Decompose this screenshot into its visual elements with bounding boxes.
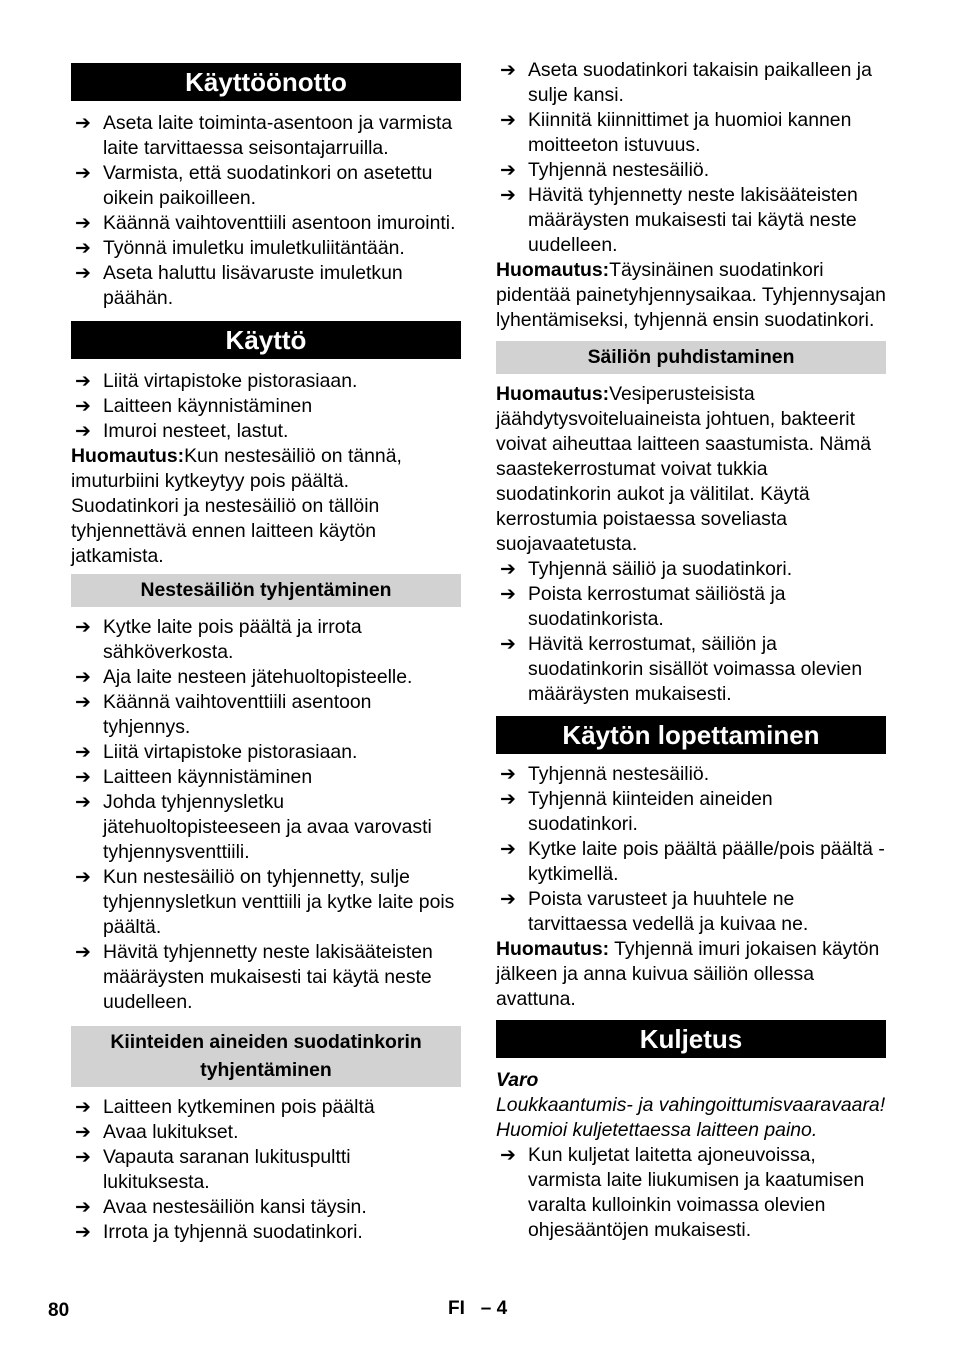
arrow-right-icon: ➔: [75, 742, 91, 763]
list-item-text: Tyhjennä nestesäiliö.: [528, 763, 710, 785]
list-item-text: Työnnä imuletku imuletkuliitäntään.: [103, 237, 405, 259]
arrow-right-icon: ➔: [75, 1147, 91, 1168]
list-item-text: Aseta laite toiminta-asentoon ja varmista laite tarvittaessa seisontajarruilla.: [103, 112, 453, 159]
list-item: [71, 261, 461, 311]
heading-kaytto: Käyttö: [71, 321, 461, 359]
arrow-right-icon: ➔: [75, 692, 91, 713]
list-item: [71, 615, 461, 665]
list-item-text: Laitteen käynnistäminen: [103, 766, 313, 788]
note-lopettaminen: [496, 937, 886, 1012]
note-label: Huomautus:: [496, 383, 610, 405]
list-item-text: Kiinnitä kiinnittimet ja huomioi kannen moitteeton istuvuus.: [528, 109, 852, 156]
list-item-text: Käännä vaihtoventtiili asentoon imurointi.: [103, 212, 456, 234]
note-text: Kun nestesäiliö on tännä, imuturbiini kytkeytyy pois päältä. Suodatinkori ja nestesäiliö on tällöin tyhjennettävä ennen laitteen käytön jatkamista.: [71, 445, 402, 567]
list-lopettaminen: [496, 762, 886, 937]
note-sailion: [496, 382, 886, 557]
left-column: [71, 63, 461, 1245]
right-column: [496, 59, 886, 1243]
list-item: [71, 1220, 461, 1245]
arrow-right-icon: ➔: [75, 767, 91, 788]
list-item: [71, 161, 461, 211]
arrow-right-icon: ➔: [75, 667, 91, 688]
list-sailion: [496, 557, 886, 707]
list-item-text: Liitä virtapistoke pistorasiaan.: [103, 741, 358, 763]
arrow-right-icon: ➔: [75, 1122, 91, 1143]
list-item: [71, 790, 461, 865]
note-kaytto: [71, 444, 461, 569]
list-item-text: Tyhjennä kiinteiden aineiden suodatinkori.: [528, 788, 773, 835]
note-label: Huomautus:: [496, 259, 610, 281]
list-item-text: Tyhjennä säiliö ja suodatinkori.: [528, 558, 793, 580]
list-item: [71, 690, 461, 740]
arrow-right-icon: ➔: [75, 1097, 91, 1118]
list-item: [496, 787, 886, 837]
list-item: [71, 665, 461, 690]
arrow-right-icon: ➔: [75, 1222, 91, 1243]
list-item-text: Avaa nestesäiliön kansi täysin.: [103, 1196, 367, 1218]
list-item: [71, 940, 461, 1015]
heading-nestesailio: Nestesäiliön tyhjentäminen: [71, 574, 461, 607]
arrow-right-icon: ➔: [75, 617, 91, 638]
list-item-text: Poista varusteet ja huuhtele ne tarvittaessa vedellä ja kuivaa ne.: [528, 888, 809, 935]
arrow-right-icon: ➔: [75, 371, 91, 392]
arrow-right-icon: ➔: [500, 634, 516, 655]
list-item-text: Kun kuljetat laitetta ajoneuvoissa, varmista laite liukumisen ja kaatumisen varalta kulloinkin voimassa olevien ohjesääntöjen mukaisesti.: [528, 1144, 865, 1241]
list-item: [496, 183, 886, 258]
heading-kiinteiden: Kiinteiden aineiden suodatinkorin tyhjentäminen: [71, 1026, 461, 1087]
heading-sailion: Säiliön puhdistaminen: [496, 341, 886, 374]
arrow-right-icon: ➔: [500, 789, 516, 810]
list-item-text: Hävitä tyhjennetty neste lakisääteisten määräysten mukaisesti tai käytä neste uudelleen.: [103, 941, 433, 1013]
arrow-right-icon: ➔: [75, 1197, 91, 1218]
page-number: 80: [48, 1300, 70, 1321]
list-item: [496, 1143, 886, 1243]
note-label: Huomautus:: [71, 445, 185, 467]
list-item: [71, 419, 461, 444]
list-item: [496, 58, 886, 108]
list-item: [71, 1195, 461, 1220]
list-item-text: Laitteen kytkeminen pois päältä: [103, 1096, 375, 1118]
list-nestesailio: [71, 615, 461, 1015]
arrow-right-icon: ➔: [500, 559, 516, 580]
note-label: Huomautus:: [496, 938, 610, 960]
note-continued: [496, 258, 886, 333]
list-kayttoonotto: [71, 111, 461, 311]
arrow-right-icon: ➔: [75, 113, 91, 134]
list-item-text: Aja laite nesteen jätehuoltopisteelle.: [103, 666, 413, 688]
arrow-right-icon: ➔: [75, 238, 91, 259]
list-item-text: Imuroi nesteet, lastut.: [103, 420, 289, 442]
arrow-right-icon: ➔: [500, 1145, 516, 1166]
list-item-text: Tyhjennä nestesäiliö.: [528, 159, 710, 181]
list-item: [71, 111, 461, 161]
list-item: [71, 236, 461, 261]
arrow-right-icon: ➔: [75, 213, 91, 234]
list-kiinteiden: [71, 1095, 461, 1245]
list-item: [496, 158, 886, 183]
arrow-right-icon: ➔: [500, 160, 516, 181]
list-item: [496, 762, 886, 787]
list-item: [71, 1120, 461, 1145]
list-item-text: Kytke laite pois päältä päälle/pois päältä -kytkimellä.: [528, 838, 885, 885]
list-item: [71, 1145, 461, 1195]
list-item-text: Irrota ja tyhjennä suodatinkori.: [103, 1221, 363, 1243]
list-item-text: Aseta suodatinkori takaisin paikalleen ja sulje kansi.: [528, 59, 872, 106]
arrow-right-icon: ➔: [500, 110, 516, 131]
list-item: [71, 1095, 461, 1120]
arrow-right-icon: ➔: [75, 263, 91, 284]
arrow-right-icon: ➔: [500, 584, 516, 605]
note-text: Vesiperusteisista jäähdytysvoiteluaineista johtuen, bakteerit voivat aiheuttaa laitteen saastumista. Nämä saastekerrostumat voivat tukkia suodatinkorin aukot ja välitilat. Käytä kerrostumia poistaessa soveliasta suojavaatetusta.: [496, 383, 872, 555]
list-item: [496, 108, 886, 158]
note-text: Tyhjennä imuri jokaisen käytön jälkeen ja anna kuivua säiliön ollessa avattuna.: [496, 938, 880, 1010]
list-item-text: Kytke laite pois päältä ja irrota sähköverkosta.: [103, 616, 362, 663]
list-item: [71, 369, 461, 394]
list-item-text: Liitä virtapistoke pistorasiaan.: [103, 370, 358, 392]
arrow-right-icon: ➔: [500, 185, 516, 206]
arrow-right-icon: ➔: [75, 396, 91, 417]
list-item: [496, 632, 886, 707]
warning-text: Loukkaantumis- ja vahingoittumisvaaravaara! Huomioi kuljetettaessa laitteen paino.: [496, 1094, 886, 1141]
list-item-text: Kun nestesäiliö on tyhjennetty, sulje tyhjennysletkun venttiili ja kytke laite pois päältä.: [103, 866, 455, 938]
list-item-text: Hävitä kerrostumat, säiliön ja suodatinkorin sisällöt voimassa olevien määräysten mukaisesti.: [528, 633, 863, 705]
arrow-right-icon: ➔: [500, 839, 516, 860]
arrow-right-icon: ➔: [500, 764, 516, 785]
list-item: [496, 887, 886, 937]
arrow-right-icon: ➔: [75, 942, 91, 963]
list-item-text: Poista kerrostumat säiliöstä ja suodatinkorista.: [528, 583, 786, 630]
list-item-text: Avaa lukitukset.: [103, 1121, 239, 1143]
warning-label: Varo: [496, 1069, 539, 1091]
note-text: Täysinäinen suodatinkori pidentää painetyhjennysaikaa. Tyhjennysajan lyhentämiseksi, tyhjennä ensin suodatinkori.: [496, 259, 886, 331]
list-item: [496, 582, 886, 632]
heading-kuljetus: Kuljetus: [496, 1020, 886, 1058]
list-kuljetus: [496, 1143, 886, 1243]
list-item-text: Vapauta saranan lukituspultti lukituksesta.: [103, 1146, 351, 1193]
arrow-right-icon: ➔: [75, 421, 91, 442]
list-item-text: Aseta haluttu lisävaruste imuletkun päähän.: [103, 262, 403, 309]
arrow-right-icon: ➔: [75, 867, 91, 888]
list-item-text: Laitteen käynnistäminen: [103, 395, 313, 417]
list-item: [71, 765, 461, 790]
list-item: [71, 394, 461, 419]
arrow-right-icon: ➔: [500, 60, 516, 81]
list-item-text: Hävitä tyhjennetty neste lakisääteisten määräysten mukaisesti tai käytä neste uudelleen.: [528, 184, 858, 256]
list-item: [496, 557, 886, 582]
list-item: [71, 865, 461, 940]
heading-kayttoonotto: Käyttöönotto: [71, 63, 461, 101]
language-page-indicator: FI – 4: [448, 1298, 508, 1319]
list-continued: [496, 58, 886, 258]
list-item: [71, 740, 461, 765]
heading-lopettaminen: Käytön lopettaminen: [496, 716, 886, 754]
list-item-text: Johda tyhjennysletku jätehuoltopisteeseen ja avaa varovasti tyhjennysventtiili.: [103, 791, 432, 863]
list-kaytto: [71, 369, 461, 444]
arrow-right-icon: ➔: [500, 889, 516, 910]
list-item: [496, 837, 886, 887]
arrow-right-icon: ➔: [75, 792, 91, 813]
list-item-text: Käännä vaihtoventtiili asentoon tyhjennys.: [103, 691, 372, 738]
list-item-text: Varmista, että suodatinkori on asetettu oikein paikoilleen.: [103, 162, 433, 209]
arrow-right-icon: ➔: [75, 163, 91, 184]
list-item: [71, 211, 461, 236]
